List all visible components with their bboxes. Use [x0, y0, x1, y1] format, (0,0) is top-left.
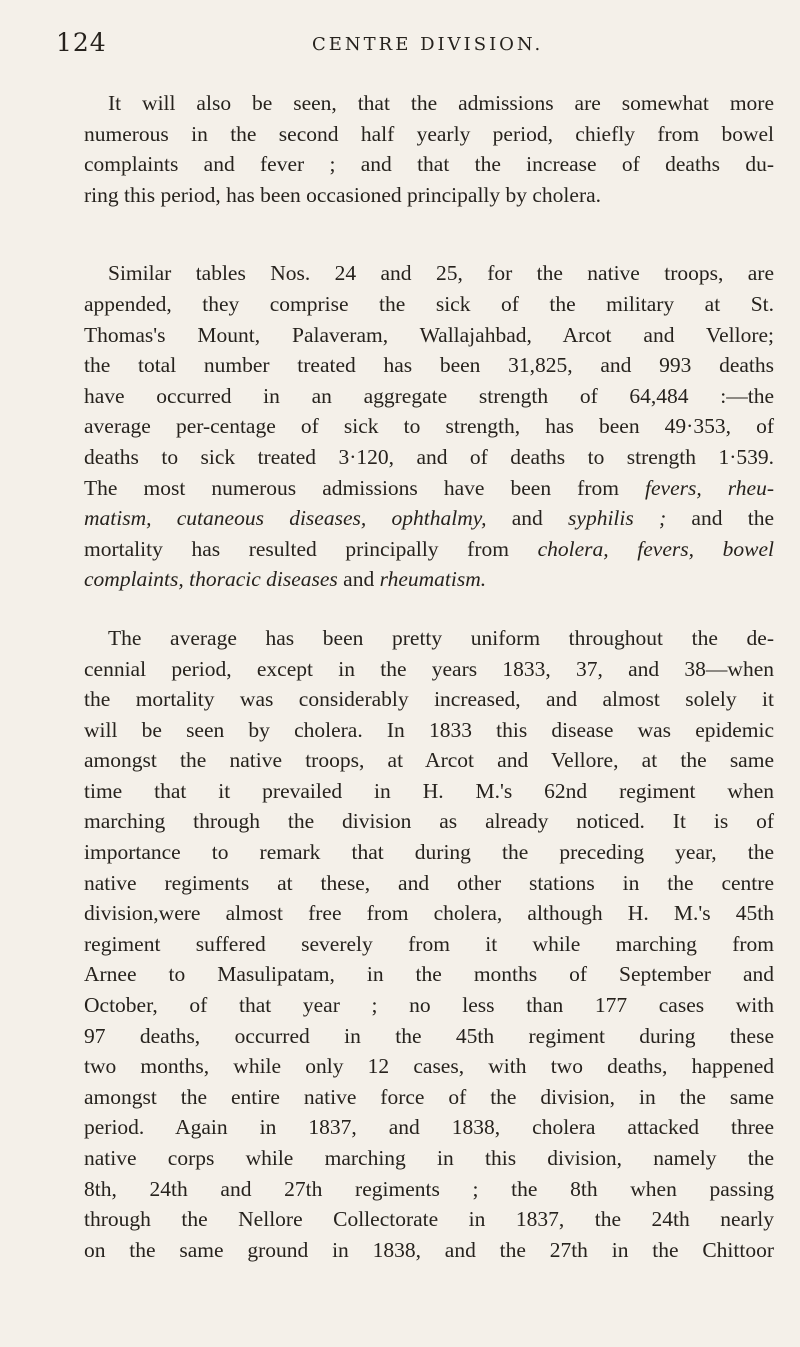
- text-line: cennial period, except in the years 1833, 37, and 38—when: [84, 656, 774, 681]
- text-line: regiment suffered severely from it while marching from: [84, 931, 774, 956]
- text-line: matism, cutaneous diseases, ophthalmy, and syphilis ; and the: [84, 506, 774, 531]
- text-line: on the same ground in 1838, and the 27th in the Chittoor: [84, 1237, 774, 1262]
- text-line: time that it prevailed in H. M.'s 62nd regiment when: [84, 778, 774, 803]
- text-line: Arnee to Masulipatam, in the months of September and: [84, 962, 774, 987]
- text-line: It will also be seen, that the admissions are somewhat more: [108, 91, 774, 115]
- text-line: have occurred in an aggregate strength of 64,484 :—the: [84, 383, 774, 408]
- body-text: [84, 88, 774, 1293]
- text-line: Similar tables Nos. 24 and 25, for the native troops, are: [108, 261, 774, 286]
- paragraph-1: [84, 88, 774, 210]
- text-line: appended, they comprise the sick of the military at St.: [84, 291, 774, 316]
- text-line: 8th, 24th and 27th regiments ; the 8th when passing: [84, 1176, 774, 1201]
- text-line: October, of that year ; no less than 177 cases with: [84, 993, 774, 1018]
- paragraph-3: [84, 623, 774, 1265]
- paragraph-2: [84, 258, 774, 595]
- text-line: average per-centage of sick to strength, has been 49·353, of: [84, 414, 774, 439]
- text-line: numerous in the second half yearly period, chiefly from bowel: [84, 121, 774, 146]
- text-line: will be seen by cholera. In 1833 this disease was epidemic: [84, 717, 774, 742]
- text-line: importance to remark that during the preceding year, the: [84, 840, 774, 865]
- text-line: ring this period, has been occasioned principally by cholera.: [84, 182, 602, 207]
- text-line: deaths to sick treated 3·120, and of deaths to strength 1·539.: [84, 444, 774, 469]
- text-line: The most numerous admissions have been from fevers, rheu-: [84, 475, 774, 500]
- page-number: 124: [56, 28, 107, 57]
- text-line: complaints and fever ; and that the increase of deaths du-: [84, 152, 774, 177]
- text-line: native regiments at these, and other stations in the centre: [84, 870, 774, 895]
- running-head: [0, 28, 800, 68]
- running-title: CENTRE DIVISION.: [312, 34, 544, 55]
- text-line: marching through the division as already noticed. It is of: [84, 809, 774, 834]
- text-line: Thomas's Mount, Palaveram, Wallajahbad, Arcot and Vellore;: [84, 322, 774, 347]
- text-line: complaints, thoracic diseases and rheumatism.: [84, 567, 487, 592]
- text-line: the mortality was considerably increased, and almost solely it: [84, 687, 774, 712]
- text-line: native corps while marching in this division, namely the: [84, 1146, 774, 1170]
- text-line: mortality has resulted principally from cholera, fevers, bowel: [84, 536, 774, 561]
- text-line: amongst the entire native force of the division, in the same: [84, 1084, 774, 1109]
- text-line: amongst the native troops, at Arcot and Vellore, at the same: [84, 748, 774, 773]
- text-line: two months, while only 12 cases, with two deaths, happened: [84, 1054, 774, 1079]
- text-line: period. Again in 1837, and 1838, cholera attacked three: [84, 1115, 774, 1140]
- paragraph-gap: [84, 238, 774, 258]
- text-line: 97 deaths, occurred in the 45th regiment during these: [84, 1023, 774, 1048]
- text-line: the total number treated has been 31,825, and 993 deaths: [84, 353, 774, 378]
- text-line: through the Nellore Collectorate in 1837, the 24th nearly: [84, 1207, 774, 1232]
- text-line: division,were almost free from cholera, although H. M.'s 45th: [84, 901, 774, 926]
- text-line: The average has been pretty uniform throughout the de-: [108, 625, 774, 650]
